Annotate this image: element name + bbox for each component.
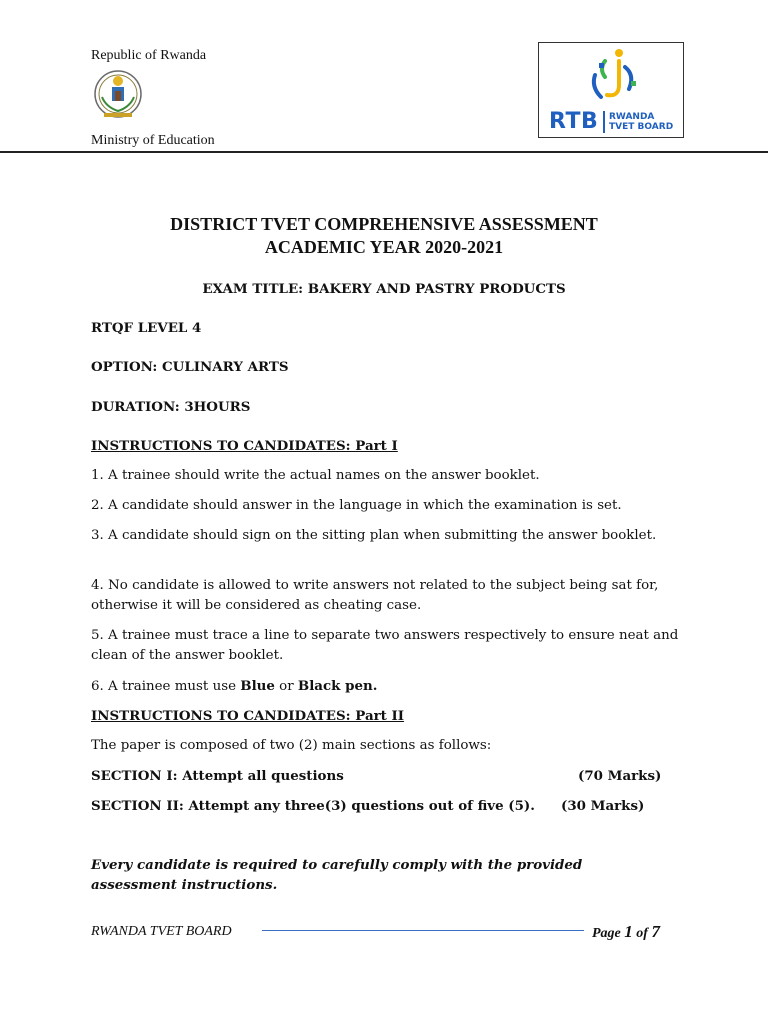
section2-label: SECTION II: Attempt any three(3) questions out of five (5). xyxy=(91,798,535,814)
assessment-title: DISTRICT TVET COMPREHENSIVE ASSESSMENT xyxy=(170,214,598,234)
rtb-logo xyxy=(538,42,684,138)
pen-blue: Blue xyxy=(240,678,275,694)
part2-intro: The paper is composed of two (2) main sections as follows: xyxy=(91,738,492,753)
page-current: 1 xyxy=(624,922,633,941)
duration-label: DURATION: 3HOURS xyxy=(91,399,251,415)
compliance-note: Every candidate is required to carefully comply with the provided assessment instructions. xyxy=(91,857,583,893)
section1-marks: (70 Marks) xyxy=(578,768,662,784)
instruction-item-pen xyxy=(91,676,681,697)
page-total: 7 xyxy=(651,922,660,941)
ministry-label: Ministry of Education xyxy=(91,133,215,148)
page-label: Page xyxy=(592,926,621,941)
footer-rule xyxy=(262,930,584,931)
rwanda-coat-of-arms-icon xyxy=(92,67,144,123)
republic-label: Republic of Rwanda xyxy=(91,48,207,63)
academic-year: ACADEMIC YEAR 2020-2021 xyxy=(264,237,504,257)
header-rule xyxy=(0,151,768,153)
instruction-item: 3. A candidate should sign on the sitting plan when submitting the answer booklet. xyxy=(91,528,657,543)
instruction-item: 4. No candidate is allowed to write answers not related to the subject being sat for, otherwise it will be considered as cheating case. xyxy=(91,578,659,613)
exam-title: EXAM TITLE: BAKERY AND PASTRY PRODUCTS xyxy=(202,281,566,297)
pen-black: Black pen. xyxy=(297,678,378,694)
logo-subtext xyxy=(609,112,673,132)
page-of: of xyxy=(636,926,648,941)
rtb-gear-figure-icon xyxy=(585,47,641,107)
instruction-item: 2. A candidate should answer in the language in which the examination is set. xyxy=(91,498,622,513)
instruction-item: 1. A trainee should write the actual names on the answer booklet. xyxy=(91,468,540,483)
rtb-wordmark: RTB xyxy=(549,109,599,134)
logo-line1: RWANDA xyxy=(609,112,655,122)
rtqf-level: RTQF LEVEL 4 xyxy=(91,320,202,336)
part1-heading: INSTRUCTIONS TO CANDIDATES: Part I xyxy=(91,438,398,454)
instruction-item: 5. A trainee must trace a line to separate two answers respectively to ensure neat and clean of the answer booklet. xyxy=(91,628,679,663)
logo-line2: TVET BOARD xyxy=(609,122,674,132)
logo-divider xyxy=(603,111,605,133)
pen-prefix: 6. A trainee must use xyxy=(91,679,241,694)
section2-marks: (30 Marks) xyxy=(561,798,645,814)
pen-or: or xyxy=(274,679,298,694)
part2-heading: INSTRUCTIONS TO CANDIDATES: Part II xyxy=(91,708,405,724)
option-label: OPTION: CULINARY ARTS xyxy=(91,359,289,375)
page-number xyxy=(592,922,660,942)
section1-label: SECTION I: Attempt all questions xyxy=(91,768,344,784)
footer-board: RWANDA TVET BOARD xyxy=(91,924,232,939)
